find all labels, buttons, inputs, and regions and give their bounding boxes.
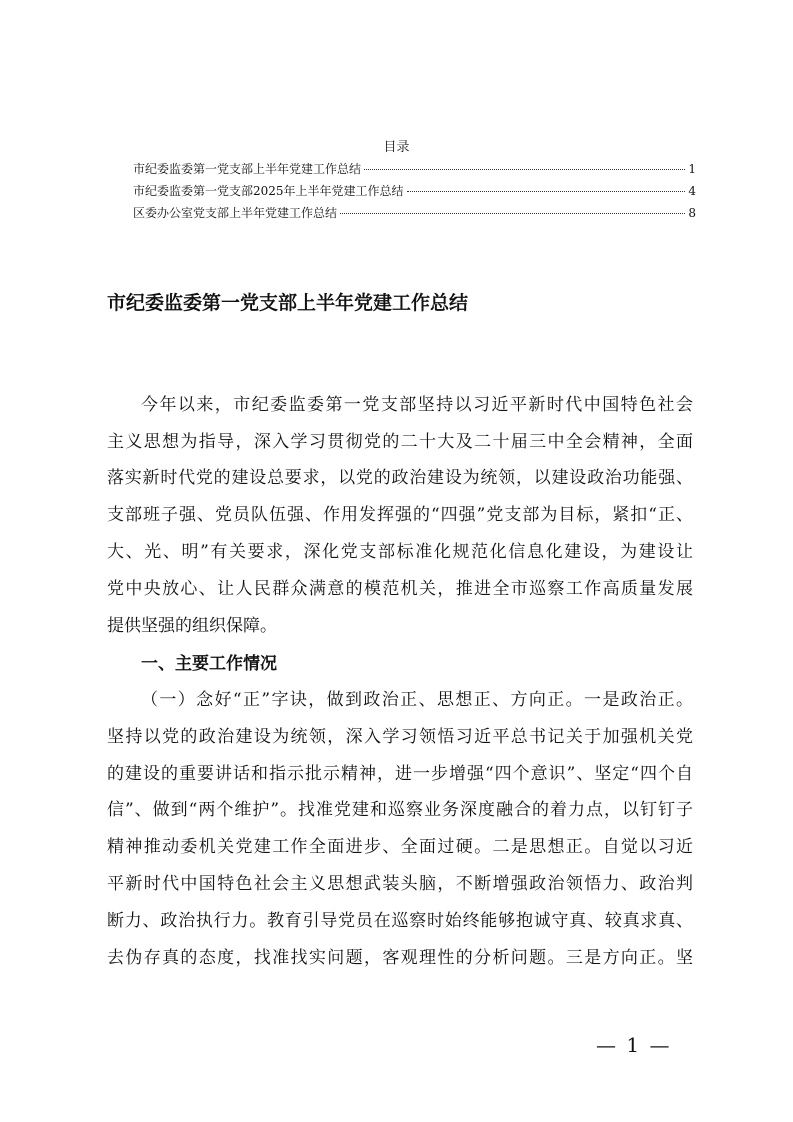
toc-title: 目录 <box>383 140 410 155</box>
intro-line: 今年以来，市纪委监委第一党支部坚持以习近平新时代中国特色社会 <box>141 395 693 415</box>
intro-line: 支部班子强、党员队伍强、作用发挥强的“四强”党支部为目标，紧扣“正、 <box>107 505 693 525</box>
section-line: 坚持以党的政治建设为统领，深入学习领悟习近平总书记关于加强机关党 <box>107 727 693 747</box>
section-line: （一）念好“正”字诀，做到政治正、思想正、方向正。一是政治正。 <box>141 690 693 710</box>
toc-entry-page: 1 <box>688 162 696 176</box>
toc-entry[interactable] <box>133 204 696 222</box>
section-heading: 一、主要工作情况 <box>141 654 277 674</box>
section-line: 精神推动委机关党建工作全面进步、全面过硬。二是思想正。自觉以习近 <box>107 837 693 857</box>
toc-leader-dots <box>407 191 686 192</box>
toc-entry-text: 市纪委监委第一党支部2025年上半年党建工作总结 <box>133 184 404 198</box>
toc-leader-dots <box>364 169 685 170</box>
intro-line: 提供坚强的组织保障。 <box>107 616 277 636</box>
toc-entry-text: 市纪委监委第一党支部上半年党建工作总结 <box>133 162 362 176</box>
intro-line: 落实新时代党的建设总要求，以党的政治建设为统领，以建设政治功能强、 <box>107 468 693 488</box>
toc-entry-page: 8 <box>688 206 696 220</box>
section-line: 信”、做到“两个维护”。找准党建和巡察业务深度融合的着力点，以钉钉子 <box>107 800 693 820</box>
intro-line: 主义思想为指导，深入学习贯彻党的二十大及二十届三中全会精神，全面 <box>107 432 693 452</box>
toc-entry-text: 区委办公室党支部上半年党建工作总结 <box>133 206 338 220</box>
section-line: 去伪存真的态度，找准找实问题，客观理性的分析问题。三是方向正。坚 <box>107 948 693 968</box>
toc-entry-page: 4 <box>688 184 696 198</box>
intro-line: 党中央放心、让人民群众满意的模范机关，推进全市巡察工作高质量发展 <box>107 579 693 599</box>
document-title: 市纪委监委第一党支部上半年党建工作总结 <box>107 292 469 314</box>
page-number: — 1 — <box>596 1033 672 1057</box>
intro-line: 大、光、明”有关要求，深化党支部标准化规范化信息化建设，为建设让 <box>107 542 693 562</box>
toc-entry[interactable] <box>133 182 696 200</box>
section-line: 平新时代中国特色社会主义思想武装头脑，不断增强政治领悟力、政治判 <box>107 874 693 894</box>
toc-entry[interactable] <box>133 160 696 178</box>
section-line: 的建设的重要讲话和指示批示精神，进一步增强“四个意识”、坚定“四个自 <box>107 764 693 784</box>
section-line: 断力、政治执行力。教育引导党员在巡察时始终能够抱诚守真、较真求真、 <box>107 911 693 931</box>
toc-leader-dots <box>340 213 685 214</box>
